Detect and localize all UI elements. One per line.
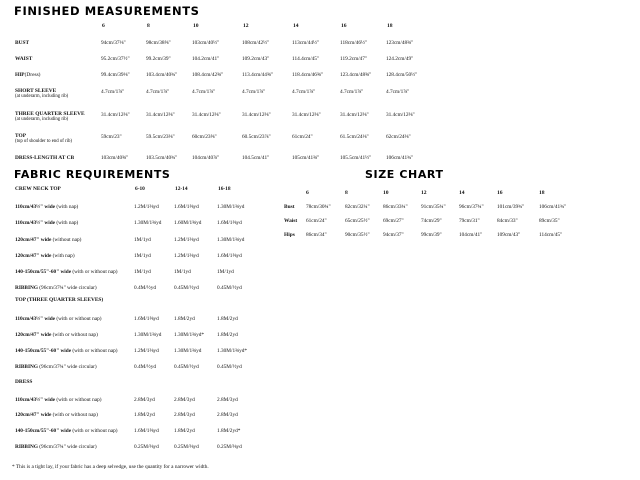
fr-value: 1.30M/1⅜yd <box>217 204 245 210</box>
fabric-requirements-title: FABRIC REQUIREMENTS <box>14 168 171 181</box>
fm-value: 4.7cm/1⅞" <box>386 89 410 95</box>
fr-value: 1.2M/1⅜yd <box>134 204 159 210</box>
fm-row-label <box>15 40 29 46</box>
fm-size-header: 16 <box>341 23 347 29</box>
fr-row-note: (with or without nap) <box>71 348 118 354</box>
fr-row-note: (with nap) <box>55 220 79 226</box>
fr-value: 1.6M/1⅝yd <box>217 220 242 226</box>
fr-row-label <box>15 428 118 434</box>
fm-row-label-text: DRESS-LENGTH AT CB <box>15 155 75 161</box>
fm-value: 4.7cm/1⅞" <box>292 89 316 95</box>
fm-value: 95.2cm/37½" <box>101 56 130 62</box>
fr-row-width: 120cm/47" wide <box>15 253 52 259</box>
fm-size-header: 8 <box>147 23 150 29</box>
fr-value: 1.30M/1⅜yd <box>217 237 245 243</box>
fm-value: 94cm/37⅛" <box>101 40 126 46</box>
fm-row-label-text: TOP <box>15 133 26 139</box>
fm-size-header: 12 <box>243 23 249 29</box>
fr-value: 0.4M/½yd <box>134 364 157 370</box>
fm-value: 99.4cm/39⅛" <box>101 72 130 78</box>
fm-row-label <box>15 111 85 123</box>
sc-size-header: 18 <box>539 190 545 196</box>
fr-row-width: RIBBING <box>15 285 38 291</box>
fr-row-label <box>15 316 102 322</box>
fm-value: 105.5cm/41½" <box>340 155 372 161</box>
fr-row-label <box>15 364 97 370</box>
fr-value: 2.8M/3yd <box>217 412 238 418</box>
fr-row-note: (with or without nap) <box>71 428 118 434</box>
fr-value: 1.8M/2yd* <box>217 428 241 434</box>
fm-row-label-text: SHORT SLEEVE <box>15 88 57 94</box>
fr-value: 2.8M/3yd <box>174 412 195 418</box>
fr-row-label <box>15 237 81 243</box>
fm-value: 99.2cm/39" <box>146 56 171 62</box>
fr-row-label <box>15 204 78 210</box>
fr-row-width: 140-150cm/55"-60" wide <box>15 348 72 354</box>
fr-value: 1.8M/2yd <box>174 428 195 434</box>
fr-row-width: 140-150cm/55"-60" wide <box>15 428 72 434</box>
sc-size-header: 10 <box>383 190 389 196</box>
sc-value: 74cm/29" <box>421 218 442 224</box>
sc-value: 78cm/30¾" <box>306 204 331 210</box>
fm-value: 105cm/41⅜" <box>292 155 320 161</box>
fm-value: 103cm/40½" <box>192 40 220 46</box>
fr-row-label <box>15 253 75 259</box>
sc-value: 61cm/24" <box>306 218 327 224</box>
fm-value: 123cm/48⅜" <box>386 40 414 46</box>
fr-value: 1.8M/2yd <box>217 316 238 322</box>
fm-row-label-text: HIP <box>15 72 25 78</box>
fm-value: 4.7cm/1⅞" <box>192 89 216 95</box>
fm-value: 98cm/38⅝" <box>146 40 171 46</box>
fm-value: 104.2cm/41" <box>192 56 220 62</box>
fm-value: 31.4cm/12⅜" <box>242 112 271 118</box>
fm-value: 123.4cm/48⅝" <box>340 72 372 78</box>
fm-value: 103.4cm/40¾" <box>146 72 178 78</box>
fm-value: 104.5cm/41" <box>242 155 270 161</box>
fm-value: 4.7cm/1⅞" <box>242 89 266 95</box>
fr-row-width: 110cm/43½" wide <box>15 204 56 210</box>
sc-value: 109cm/43" <box>497 232 521 238</box>
sc-value: 69cm/27" <box>383 218 404 224</box>
fr-row-label <box>15 444 97 450</box>
fr-row-label <box>15 412 98 418</box>
sc-value: 84cm/33" <box>497 218 518 224</box>
fr-value: 1.6M/1⅝yd <box>134 316 159 322</box>
fr-row-note: (with or without nap) <box>55 397 102 403</box>
fr-row-note: (with nap) <box>55 204 79 210</box>
fm-size-header: 14 <box>293 23 299 29</box>
fr-row-width: 110cm/43½" wide <box>15 316 56 322</box>
fr-section-title: DRESS <box>15 379 33 385</box>
fm-value: 104cm/40⅞" <box>192 155 220 161</box>
fr-row-label <box>15 285 97 291</box>
fr-row-width: RIBBING <box>15 444 38 450</box>
fr-row-width: RIBBING <box>15 364 38 370</box>
fm-value: 60cm/23⅝" <box>192 134 217 140</box>
fr-row-label <box>15 348 118 354</box>
fm-value: 59cm/23" <box>101 134 122 140</box>
fr-value: 1.2M/1⅜yd <box>134 348 159 354</box>
size-chart-title: SIZE CHART <box>365 168 444 181</box>
fr-value: 1.6M/1⅝yd <box>174 204 199 210</box>
fm-value: 4.7cm/1⅞" <box>340 89 364 95</box>
fr-row-label <box>15 397 102 403</box>
fm-row-label <box>15 72 40 78</box>
fr-value: 0.45M/½yd <box>217 364 242 370</box>
fr-value: 0.45M/½yd <box>217 285 242 291</box>
fr-row-note: (96cm/37¾" wide circular) <box>37 364 97 370</box>
fm-row-label-text: THREE QUARTER SLEEVE <box>15 111 85 117</box>
fm-row-note: (top of shoulder to end of rib) <box>15 139 73 144</box>
fr-value: 0.25M/⅜yd <box>217 444 242 450</box>
fm-value: 103cm/40⅝" <box>101 155 129 161</box>
fm-value: 106cm/41¾" <box>386 155 414 161</box>
sc-value: 101cm/39¾" <box>497 204 525 210</box>
fr-value: 1.60M/1⅝yd <box>174 220 202 226</box>
fr-row-width: 110cm/43½" wide <box>15 220 56 226</box>
fm-row-label <box>15 88 68 100</box>
fm-value: 31.4cm/12⅜" <box>146 112 175 118</box>
fr-value: 2.8M/3yd <box>217 397 238 403</box>
fm-value: 113cm/44½" <box>292 40 320 46</box>
sc-value: 94cm/37" <box>383 232 404 238</box>
sc-size-header: 16 <box>497 190 503 196</box>
sc-value: 65cm/25½" <box>345 218 370 224</box>
fm-row-note: (Dress) <box>24 72 41 78</box>
fm-value: 61.5cm/24⅛" <box>340 134 369 140</box>
fr-value: 1.30M/1⅜yd* <box>217 348 248 354</box>
fm-value: 59.5cm/23⅜" <box>146 134 175 140</box>
fr-value: 1M/1yd <box>134 269 151 275</box>
fm-value: 31.4cm/12⅜" <box>386 112 415 118</box>
sc-value: 79cm/31" <box>459 218 480 224</box>
fr-row-label <box>15 332 98 338</box>
fm-value: 118.4cm/46⅝" <box>292 72 324 78</box>
sc-value: 99cm/39" <box>421 232 442 238</box>
sc-value: 86cm/34" <box>306 232 327 238</box>
fr-row-note: (96cm/37¾" wide circular) <box>37 285 97 291</box>
fr-value: 1.6M/1⅝yd <box>134 428 159 434</box>
fr-value: 1.30M/1⅜yd <box>174 348 202 354</box>
fm-size-header: 6 <box>102 23 105 29</box>
fr-column-header: 12-14 <box>175 186 188 192</box>
fm-value: 61cm/24" <box>292 134 313 140</box>
fr-value: 1.2M/1⅜yd <box>174 253 199 259</box>
fm-value: 109.2cm/43" <box>242 56 270 62</box>
fm-value: 128.4cm/50½" <box>386 72 418 78</box>
sc-row-label: Bust <box>284 204 295 210</box>
footnote: * This is a tight lay, if your fabric has a deep selvedge, use the quantity for a narrower width. <box>12 464 209 470</box>
fr-column-header: 6-10 <box>135 186 145 192</box>
fr-row-note: (with or without nap) <box>71 269 118 275</box>
fm-value: 31.4cm/12⅜" <box>192 112 221 118</box>
sc-value: 114cm/45" <box>539 232 563 238</box>
fr-value: 1M/1yd <box>134 253 151 259</box>
sc-size-header: 8 <box>345 190 348 196</box>
fr-row-width: 120cm/47" wide <box>15 332 52 338</box>
fr-value: 1.2M/1⅜yd <box>174 237 199 243</box>
fr-value: 1M/1yd <box>134 237 151 243</box>
fr-value: 1.8M/2yd <box>174 316 195 322</box>
fr-value: 0.4M/½yd <box>134 285 157 291</box>
fm-value: 31.4cm/12⅜" <box>340 112 369 118</box>
fm-size-header: 18 <box>387 23 393 29</box>
fr-row-label <box>15 269 118 275</box>
sc-size-header: 12 <box>421 190 427 196</box>
sc-size-header: 14 <box>459 190 465 196</box>
fr-row-note: (with or without nap) <box>55 316 102 322</box>
fm-value: 60.5cm/23⅞" <box>242 134 271 140</box>
fr-section-title: TOP (THREE QUARTER SLEEVES) <box>15 297 104 303</box>
sc-value: 106cm/41¾" <box>539 204 567 210</box>
fr-value: 2.8M/3yd <box>134 397 155 403</box>
fm-value: 119.2cm/47" <box>340 56 368 62</box>
fm-row-label <box>15 133 72 145</box>
fm-value: 4.7cm/1⅞" <box>101 89 125 95</box>
fm-value: 108.4cm/42⅝" <box>192 72 224 78</box>
fm-value: 4.7cm/1⅞" <box>146 89 170 95</box>
fr-value: 0.45M/½yd <box>174 364 199 370</box>
sc-size-header: 6 <box>306 190 309 196</box>
fm-value: 113.4cm/44⅝" <box>242 72 274 78</box>
fm-row-label-text: WAIST <box>15 56 33 62</box>
sc-value: 89cm/35" <box>539 218 560 224</box>
sc-row-label: Hips <box>284 232 295 238</box>
finished-measurements-title: FINISHED MEASUREMENTS <box>14 4 200 18</box>
fm-value: 114.4cm/45" <box>292 56 320 62</box>
fm-size-header: 10 <box>193 23 199 29</box>
fr-row-note: (with nap) <box>51 253 75 259</box>
fr-value: 1M/1yd <box>174 269 191 275</box>
fr-value: 1.30M/1⅜yd* <box>174 332 205 338</box>
fr-value: 1.8M/2yd <box>134 412 155 418</box>
fr-section-title: CREW NECK TOP <box>15 186 61 192</box>
fr-value: 0.45M/½yd <box>174 285 199 291</box>
sc-value: 86cm/33¾" <box>383 204 408 210</box>
fr-row-width: 110cm/43½" wide <box>15 397 56 403</box>
fm-row-label <box>15 155 74 161</box>
fr-row-width: 140-150cm/55"-60" wide <box>15 269 72 275</box>
fr-value: 1.8M/2yd <box>217 332 238 338</box>
fr-value: 2.8M/3yd <box>174 397 195 403</box>
fm-value: 62cm/24⅜" <box>386 134 411 140</box>
fm-row-label <box>15 56 32 62</box>
sc-value: 96cm/37¾" <box>459 204 484 210</box>
fr-row-width: 120cm/47" wide <box>15 237 52 243</box>
fr-row-note: (without nap) <box>51 237 82 243</box>
fr-row-note: (96cm/37¾" wide circular) <box>37 444 97 450</box>
fm-value: 108cm/42½" <box>242 40 270 46</box>
fr-value: 0.25M/⅜yd <box>174 444 199 450</box>
sc-value: 90cm/35½" <box>345 232 370 238</box>
sc-value: 91cm/35¾" <box>421 204 446 210</box>
fr-value: 1.30M/1⅜yd <box>134 220 162 226</box>
fm-row-label-text: BUST <box>15 40 30 46</box>
fr-row-note: (with or without nap) <box>51 332 98 338</box>
fr-row-label <box>15 220 78 226</box>
sc-row-label: Waist <box>284 218 298 224</box>
fr-value: 1.30M/1⅜yd <box>134 332 162 338</box>
fm-value: 103.5cm/40¾" <box>146 155 178 161</box>
fm-value: 124.2cm/49" <box>386 56 414 62</box>
fm-row-note: (at underarm, including rib) <box>15 117 69 122</box>
fm-value: 31.4cm/12⅜" <box>292 112 321 118</box>
fr-row-note: (with or without nap) <box>51 412 98 418</box>
fm-value: 31.4cm/12⅜" <box>101 112 130 118</box>
fr-value: 0.25M/⅜yd <box>134 444 159 450</box>
sc-value: 82cm/32¼" <box>345 204 370 210</box>
fr-row-width: 120cm/47" wide <box>15 412 52 418</box>
fm-row-note: (at underarm, including rib) <box>15 94 69 99</box>
fr-value: 1M/1yd <box>217 269 234 275</box>
fr-value: 1.6M/1⅝yd <box>217 253 242 259</box>
fm-value: 118cm/46½" <box>340 40 368 46</box>
fr-column-header: 16-18 <box>218 186 231 192</box>
sc-value: 104cm/41" <box>459 232 483 238</box>
